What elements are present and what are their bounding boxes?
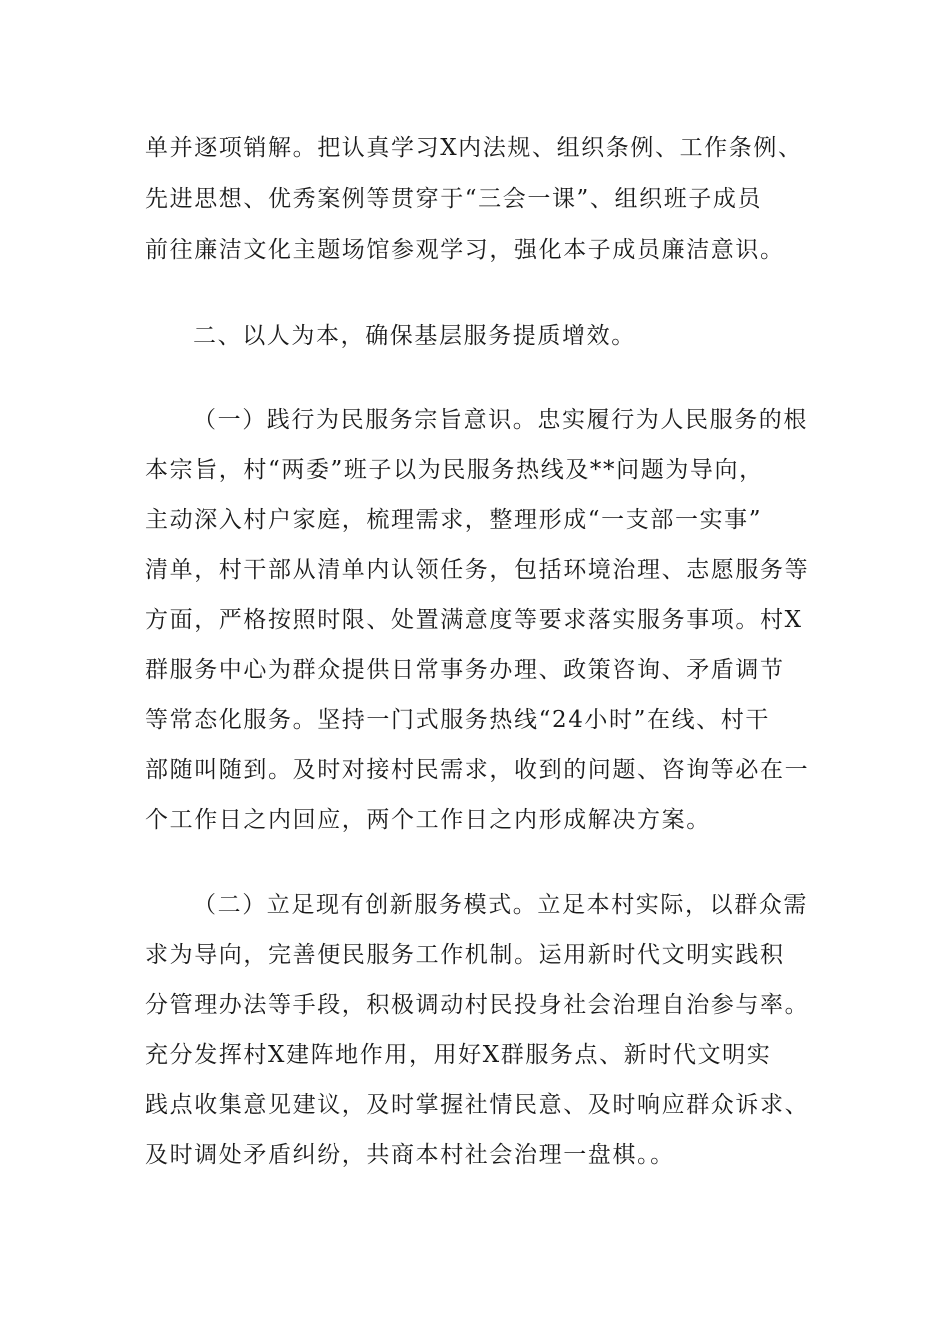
section-heading: 二、以人为本，确保基层服务提质增效。 bbox=[193, 323, 636, 349]
text-line: 个工作日之内回应，两个工作日之内形成解决方案。 bbox=[145, 807, 711, 833]
text-line: 践点收集意见建议，及时掌握社情民意、及时响应群众诉求、 bbox=[145, 1092, 810, 1118]
text-line: 清单，村干部从清单内认领任务，包括环境治理、志愿服务等 bbox=[145, 557, 810, 583]
text-line: 等常态化服务。坚持一门式服务热线“24小时”在线、村干 bbox=[145, 707, 770, 733]
text-line: 单并逐项销解。把认真学习X内法规、组织条例、工作条例、 bbox=[145, 135, 803, 161]
text-line: （一）践行为民服务宗旨意识。忠实履行为人民服务的根 bbox=[193, 407, 808, 433]
text-line: 前往廉洁文化主题场馆参观学习，强化本子成员廉洁意识。 bbox=[145, 237, 785, 263]
text-line: 部随叫随到。及时对接村民需求，收到的问题、咨询等必在一 bbox=[145, 757, 810, 783]
text-line: 充分发挥村X建阵地作用，用好X群服务点、新时代文明实 bbox=[145, 1042, 772, 1068]
text-line: 先进思想、优秀案例等贯穿于“三会一课”、组织班子成员 bbox=[145, 186, 763, 212]
text-line: 主动深入村户家庭，梳理需求，整理形成“一支部一实事” bbox=[145, 507, 763, 533]
text-line: 分管理办法等手段，积极调动村民投身社会治理自治参与率。 bbox=[145, 992, 810, 1018]
text-line: 本宗旨，村“两委”班子以为民服务热线及**问题为导向， bbox=[145, 457, 764, 483]
text-line: 求为导向，完善便民服务工作机制。运用新时代文明实践积 bbox=[145, 942, 785, 968]
text-line: 及时调处矛盾纠纷，共商本村社会治理一盘棋。。 bbox=[145, 1142, 675, 1168]
text-line: 方面，严格按照时限、处置满意度等要求落实服务事项。村X bbox=[145, 607, 803, 633]
text-line: 群服务中心为群众提供日常事务办理、政策咨询、矛盾调节 bbox=[145, 657, 785, 683]
text-line: （二）立足现有创新服务模式。立足本村实际，以群众需 bbox=[193, 892, 808, 918]
